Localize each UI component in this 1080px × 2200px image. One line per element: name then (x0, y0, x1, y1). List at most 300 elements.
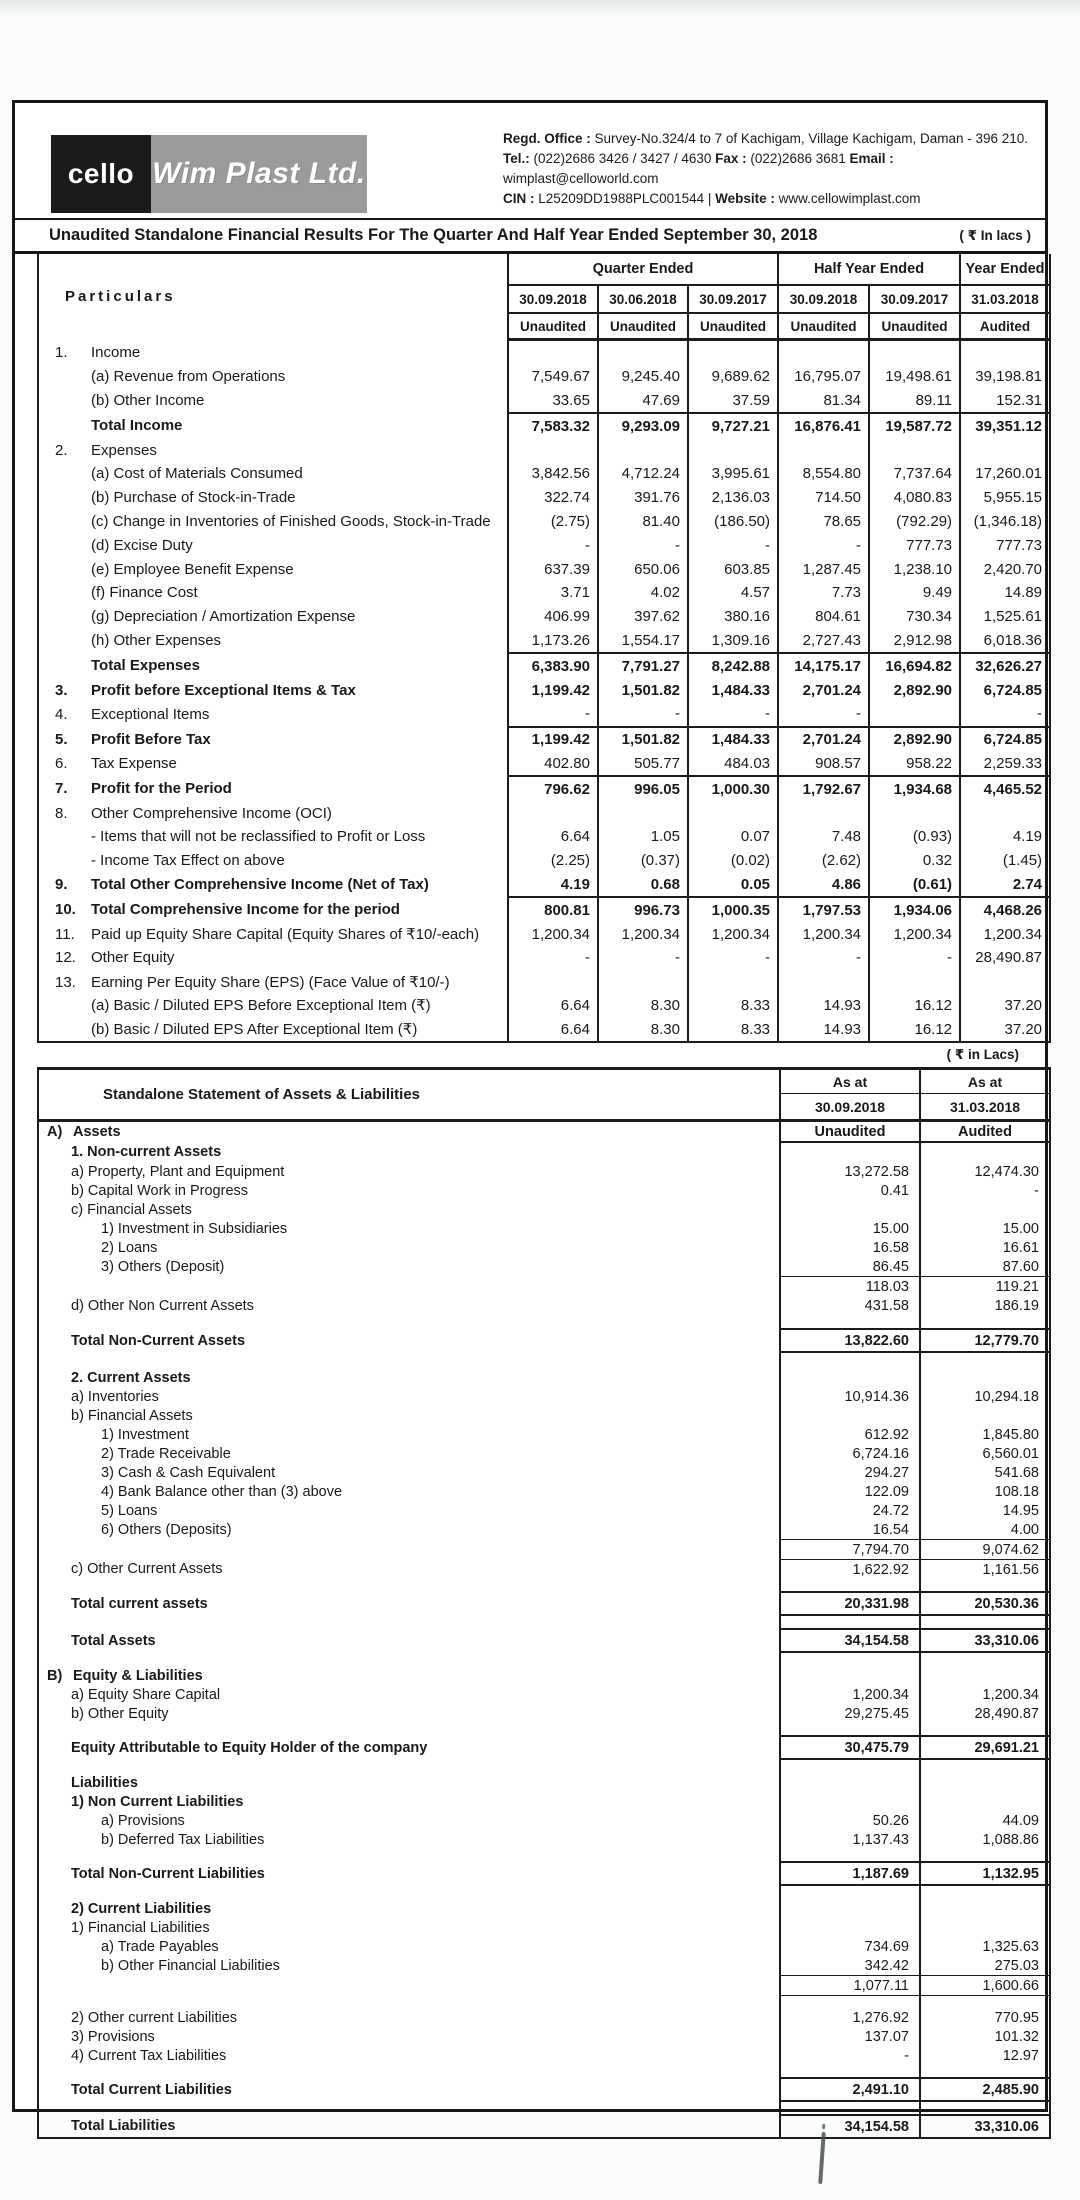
value-cell: 2,420.70 (960, 557, 1050, 581)
row-label: Total Non-Current Liabilities (71, 1865, 265, 1882)
value-cell (920, 1652, 1050, 1666)
value-cell: 33.65 (508, 389, 598, 414)
spacer-row (38, 1352, 1050, 1368)
value-cell: 8.30 (598, 1017, 688, 1042)
row-label (38, 1759, 780, 1773)
pen-mark-artifact (818, 2132, 826, 2184)
value-cell (869, 801, 960, 825)
row-label: Total Current Liabilities (71, 2081, 232, 2098)
company-logo (51, 135, 367, 213)
value-cell: 1,077.11 (780, 1976, 920, 1996)
value-cell: 397.62 (598, 605, 688, 629)
value-cell (688, 970, 778, 994)
date-col-1: 30.09.2018 (508, 285, 598, 313)
table-row (38, 486, 1050, 510)
value-cell: 37.20 (960, 994, 1050, 1018)
table-row (38, 1704, 1050, 1723)
row-label (38, 1652, 780, 1666)
value-cell: 16.58 (780, 1238, 920, 1257)
row-label: 2. Expenses (55, 441, 157, 459)
value-cell: 402.80 (508, 752, 598, 777)
row-label: 12. Other Equity (55, 949, 175, 967)
row-label (38, 1996, 780, 2009)
row-label (38, 2101, 780, 2115)
spacer-row (38, 1849, 1050, 1862)
table-row (38, 1444, 1050, 1463)
email-label: Email : (849, 151, 894, 166)
value-cell: 1,525.61 (960, 605, 1050, 629)
value-cell: 30,475.79 (780, 1736, 920, 1759)
row-label: 5) Loans (101, 1502, 158, 1519)
value-cell (920, 2065, 1050, 2078)
particulars-header: Particulars (65, 288, 176, 306)
value-cell: 2,727.43 (778, 629, 869, 654)
row-label: 2) Loans (101, 1239, 158, 1256)
value-cell: (2.62) (778, 849, 869, 873)
value-cell: 1,554.17 (598, 629, 688, 654)
address-line-3 (503, 189, 1043, 209)
value-cell: 33,310.06 (920, 1629, 1050, 1652)
value-cell: 10,914.36 (780, 1387, 920, 1406)
cin-text: L25209DD1988PLC001544 | (534, 191, 716, 206)
audit-col-4: Unaudited (778, 313, 869, 340)
value-cell: 12,474.30 (920, 1162, 1050, 1181)
value-cell: 12,779.70 (920, 1329, 1050, 1352)
table-row (38, 1238, 1050, 1257)
row-label: - Items that will not be reclassified to Profit or Loss (91, 828, 426, 846)
row-label: 4. Exceptional Items (55, 705, 210, 723)
value-cell: 2,892.90 (869, 727, 960, 752)
value-cell: 17,260.01 (960, 462, 1050, 486)
value-cell (780, 2065, 920, 2078)
brand-text: cello (67, 158, 135, 189)
value-cell: 119.21 (920, 1277, 1050, 1297)
results-table (37, 254, 1051, 1043)
table-row (38, 1425, 1050, 1444)
value-cell: 380.16 (688, 605, 778, 629)
table-row (38, 1406, 1050, 1425)
table-row (38, 2078, 1050, 2101)
row-label: Total Assets (71, 1632, 156, 1649)
value-cell: 14.93 (778, 1017, 869, 1042)
row-label: c) Financial Assets (71, 1201, 192, 1218)
email-text: wimplast@celloworld.com (503, 171, 659, 186)
value-cell (869, 438, 960, 462)
value-cell: 734.69 (780, 1937, 920, 1956)
value-cell: 6.64 (508, 825, 598, 849)
row-label: 1) Financial Liabilities (71, 1919, 210, 1936)
row-label: 1) Investment in Subsidiaries (101, 1220, 288, 1237)
value-cell: 996.73 (598, 897, 688, 922)
value-cell: 137.07 (780, 2027, 920, 2046)
value-cell: 603.85 (688, 557, 778, 581)
value-cell: 16.61 (920, 1238, 1050, 1257)
value-cell: 1,287.45 (778, 557, 869, 581)
value-cell: 2,892.90 (869, 678, 960, 702)
value-cell: 8,242.88 (688, 653, 778, 678)
table-row (38, 752, 1050, 777)
value-cell: 0.07 (688, 825, 778, 849)
value-cell: 730.34 (869, 605, 960, 629)
row-label: a) Trade Payables (101, 1938, 219, 1955)
value-cell: 37.59 (688, 389, 778, 414)
value-cell: 1,132.95 (920, 1862, 1050, 1885)
value-cell: 777.73 (960, 533, 1050, 557)
value-cell: 6,724.85 (960, 727, 1050, 752)
value-cell: 0.32 (869, 849, 960, 873)
value-cell (780, 1315, 920, 1329)
value-cell: 81.34 (778, 389, 869, 414)
table-row (38, 1976, 1050, 1996)
value-cell: 34,154.58 (780, 1629, 920, 1652)
value-cell: 1,238.10 (869, 557, 960, 581)
table-row (38, 1181, 1050, 1200)
row-label: 10. Total Comprehensive Income for the period (55, 901, 400, 919)
row-label: 5. Profit Before Tax (55, 730, 211, 748)
value-cell: 1,199.42 (508, 727, 598, 752)
value-cell: 8.33 (688, 994, 778, 1018)
row-label: Equity Attributable to Equity Holder of the company (71, 1739, 428, 1756)
tel-label: Tel.: (503, 151, 530, 166)
table-row (38, 994, 1050, 1018)
fax-text: (022)2686 3681 (746, 151, 850, 166)
year-ended-header: Year Ended (960, 254, 1050, 285)
value-cell: 4,080.83 (869, 486, 960, 510)
value-cell (508, 340, 598, 365)
table-row (38, 1162, 1050, 1181)
value-cell (920, 1759, 1050, 1773)
value-cell: 89.11 (869, 389, 960, 414)
value-cell: 9,689.62 (688, 365, 778, 389)
value-cell: 714.50 (778, 486, 869, 510)
value-cell: 14.89 (960, 581, 1050, 605)
value-cell: 322.74 (508, 486, 598, 510)
value-cell: 958.22 (869, 752, 960, 777)
tel-text: (022)2686 3426 / 3427 / 4630 (529, 151, 716, 166)
table-row (38, 1773, 1050, 1792)
value-cell: 39,351.12 (960, 413, 1050, 438)
value-cell: 650.06 (598, 557, 688, 581)
date-col-5: 30.09.2017 (869, 285, 960, 313)
value-cell: 637.39 (508, 557, 598, 581)
row-label: 3) Others (Deposit) (101, 1258, 225, 1275)
row-label: b) Other Equity (71, 1705, 169, 1722)
table-row (38, 946, 1050, 970)
table-row (38, 462, 1050, 486)
table-row (38, 581, 1050, 605)
value-cell: 20,530.36 (920, 1592, 1050, 1615)
spacer-row (38, 1996, 1050, 2009)
table-row (38, 1520, 1050, 1540)
value-cell: 6.64 (508, 994, 598, 1018)
table-row (38, 533, 1050, 557)
row-label: 2. Current Assets (71, 1369, 191, 1386)
value-cell (920, 1406, 1050, 1425)
value-cell: 1,137.43 (780, 1830, 920, 1849)
value-cell: (0.93) (869, 825, 960, 849)
row-label: A) Assets (47, 1124, 121, 1141)
value-cell: 29,691.21 (920, 1736, 1050, 1759)
value-cell: (0.02) (688, 849, 778, 873)
table-row (38, 557, 1050, 581)
value-cell: 1,161.56 (920, 1560, 1050, 1580)
value-cell (598, 340, 688, 365)
value-cell: 6,560.01 (920, 1444, 1050, 1463)
spacer-row (38, 2065, 1050, 2078)
row-label: 3) Provisions (71, 2028, 155, 2045)
assets-header-asat (38, 1069, 1050, 1094)
spacer-row (38, 1615, 1050, 1629)
value-cell: 16,795.07 (778, 365, 869, 389)
half-year-ended-header: Half Year Ended (778, 254, 960, 285)
value-cell: 7,791.27 (598, 653, 688, 678)
spacer-row (38, 1579, 1050, 1592)
value-cell: 2,701.24 (778, 678, 869, 702)
table-row (38, 849, 1050, 873)
address-line-1 (503, 129, 1043, 149)
value-cell: - (508, 533, 598, 557)
value-cell (780, 1352, 920, 1368)
row-label: (f) Finance Cost (91, 584, 198, 602)
table-row (38, 1329, 1050, 1352)
value-cell (920, 1615, 1050, 1629)
value-cell: 1,276.92 (780, 2008, 920, 2027)
value-cell (920, 1918, 1050, 1937)
value-cell: 541.68 (920, 1463, 1050, 1482)
value-cell: - (780, 2046, 920, 2065)
value-cell: 1,200.34 (780, 1685, 920, 1704)
table-row (38, 1142, 1050, 1162)
value-cell: 9,727.21 (688, 413, 778, 438)
value-cell: - (598, 946, 688, 970)
value-cell: 86.45 (780, 1257, 920, 1277)
row-label (38, 1315, 780, 1329)
value-cell: 108.18 (920, 1482, 1050, 1501)
value-cell: 1,934.06 (869, 897, 960, 922)
value-cell (688, 438, 778, 462)
value-cell: 7.48 (778, 825, 869, 849)
value-cell: 1,484.33 (688, 678, 778, 702)
value-cell: - (598, 702, 688, 727)
value-cell (920, 1996, 1050, 2009)
row-label: Total Liabilities (71, 2118, 176, 2135)
value-cell: 13,272.58 (780, 1162, 920, 1181)
value-cell: (0.37) (598, 849, 688, 873)
value-cell (780, 2101, 920, 2115)
value-cell (920, 1792, 1050, 1811)
value-cell: 1,484.33 (688, 727, 778, 752)
value-cell (780, 1723, 920, 1736)
table-row (38, 1219, 1050, 1238)
value-cell (780, 1142, 920, 1162)
row-label: (b) Purchase of Stock-in-Trade (91, 489, 296, 507)
table-row (38, 1792, 1050, 1811)
table-row (38, 1560, 1050, 1580)
table-row (38, 1387, 1050, 1406)
row-label: (g) Depreciation / Amortization Expense (91, 608, 356, 626)
row-label: B) Equity & Liabilities (47, 1667, 203, 1684)
value-cell: 908.57 (778, 752, 869, 777)
value-cell: 16.12 (869, 1017, 960, 1042)
spacer-row (38, 1885, 1050, 1899)
value-cell: 391.76 (598, 486, 688, 510)
value-cell: 4.57 (688, 581, 778, 605)
table-row (38, 1368, 1050, 1387)
table-row (38, 2046, 1050, 2065)
value-cell: 14.93 (778, 994, 869, 1018)
row-label: a) Property, Plant and Equipment (71, 1163, 285, 1180)
value-cell (780, 1406, 920, 1425)
value-cell (778, 438, 869, 462)
row-label: 11. Paid up Equity Share Capital (Equity Shares of ₹10/-each) (55, 926, 480, 944)
value-cell: 9,293.09 (598, 413, 688, 438)
value-cell: 101.32 (920, 2027, 1050, 2046)
value-cell (920, 1666, 1050, 1685)
value-cell: 32,626.27 (960, 653, 1050, 678)
value-cell: 12.97 (920, 2046, 1050, 2065)
assets-table-body (38, 1121, 1050, 2139)
row-label: b) Other Financial Liabilities (101, 1957, 280, 1974)
value-cell: 2,136.03 (688, 486, 778, 510)
table-row (38, 1830, 1050, 1849)
value-cell: 44.09 (920, 1811, 1050, 1830)
value-cell (780, 1200, 920, 1219)
value-cell: 3,842.56 (508, 462, 598, 486)
value-cell: 122.09 (780, 1482, 920, 1501)
row-label: 7. Profit for the Period (55, 780, 232, 798)
value-cell: 7,583.32 (508, 413, 598, 438)
row-label: 6. Tax Expense (55, 755, 177, 773)
value-cell (920, 1315, 1050, 1329)
value-cell: 4.02 (598, 581, 688, 605)
value-cell: 0.05 (688, 873, 778, 898)
row-label: 13. Earning Per Equity Share (EPS) (Face Value of ₹10/-) (55, 973, 450, 991)
value-cell: 20,331.98 (780, 1592, 920, 1615)
value-cell: 13,822.60 (780, 1329, 920, 1352)
value-cell (920, 1849, 1050, 1862)
address-block (503, 129, 1043, 209)
value-cell: - (778, 946, 869, 970)
value-cell: 484.03 (688, 752, 778, 777)
value-cell: 1.05 (598, 825, 688, 849)
title-bar (15, 220, 1045, 254)
currency-note-top: ( ₹ In lacs ) (959, 227, 1031, 243)
value-cell: 4,712.24 (598, 462, 688, 486)
row-label: (c) Change in Inventories of Finished Goods, Stock-in-Trade (91, 512, 491, 530)
row-label: 1. Non-current Assets (71, 1144, 222, 1161)
value-cell: 342.42 (780, 1956, 920, 1976)
row-label: 1. Income (55, 343, 141, 361)
date-col-3: 30.09.2017 (688, 285, 778, 313)
value-cell (780, 1652, 920, 1666)
value-cell: 16,694.82 (869, 653, 960, 678)
row-label: a) Inventories (71, 1388, 159, 1405)
value-cell: 9,245.40 (598, 365, 688, 389)
assets-table (37, 1067, 1051, 2139)
value-cell: 39,198.81 (960, 365, 1050, 389)
regd-office-text: Survey-No.324/4 to 7 of Kachigam, Village Kachigam, Daman - 396 210. (590, 131, 1029, 146)
value-cell (688, 340, 778, 365)
row-label: (d) Excise Duty (91, 536, 193, 554)
value-cell: 6,018.36 (960, 629, 1050, 654)
value-cell (920, 1352, 1050, 1368)
value-cell: 2.74 (960, 873, 1050, 898)
value-cell: 2,485.90 (920, 2078, 1050, 2101)
value-cell: (1.45) (960, 849, 1050, 873)
value-cell: 29,275.45 (780, 1704, 920, 1723)
value-cell (960, 438, 1050, 462)
value-cell: 406.99 (508, 605, 598, 629)
value-cell: 4.19 (508, 873, 598, 898)
row-label: 4) Current Tax Liabilities (71, 2047, 227, 2064)
row-label (38, 1723, 780, 1736)
value-cell: 24.72 (780, 1501, 920, 1520)
value-cell: 78.65 (778, 510, 869, 534)
value-cell: 7.73 (778, 581, 869, 605)
row-label: 2) Current Liabilities (71, 1900, 212, 1917)
value-cell: 0.68 (598, 873, 688, 898)
value-cell: 1,199.42 (508, 678, 598, 702)
table-row (38, 389, 1050, 414)
row-label: Total Income (91, 417, 183, 435)
value-cell (920, 1723, 1050, 1736)
results-table-body (38, 340, 1050, 1043)
value-cell (508, 970, 598, 994)
value-cell (920, 1368, 1050, 1387)
value-cell: 1,845.80 (920, 1425, 1050, 1444)
table-row (38, 1296, 1050, 1315)
value-cell: 4,465.52 (960, 776, 1050, 801)
value-cell: 1,200.34 (598, 922, 688, 946)
value-cell: 1,200.34 (920, 1685, 1050, 1704)
value-cell: 2,491.10 (780, 2078, 920, 2101)
spacer-row (38, 1652, 1050, 1666)
value-cell: 6,383.90 (508, 653, 598, 678)
row-label: 1) Investment (101, 1426, 189, 1443)
value-cell: 796.62 (508, 776, 598, 801)
table-row (38, 1956, 1050, 1976)
table-row (38, 1257, 1050, 1277)
table-row (38, 413, 1050, 438)
table-row (38, 1918, 1050, 1937)
spacer-row (38, 2101, 1050, 2115)
value-cell (920, 2101, 1050, 2115)
audit-col-2: Unaudited (598, 313, 688, 340)
value-cell (778, 970, 869, 994)
value-cell: 294.27 (780, 1463, 920, 1482)
value-cell (869, 340, 960, 365)
audit-col-3: Unaudited (688, 313, 778, 340)
value-cell (780, 1666, 920, 1685)
value-cell (780, 1773, 920, 1792)
value-cell: 1,187.69 (780, 1862, 920, 1885)
value-cell: 15.00 (780, 1219, 920, 1238)
value-cell (780, 1885, 920, 1899)
value-cell (598, 970, 688, 994)
results-header-groups (38, 254, 1050, 285)
value-cell (920, 1773, 1050, 1792)
value-cell: 8.33 (688, 1017, 778, 1042)
company-name-box (151, 135, 367, 213)
document-frame (12, 100, 1048, 2135)
value-cell: - (688, 702, 778, 727)
row-label: Total Non-Current Assets (71, 1332, 246, 1349)
row-label: (b) Other Income (91, 392, 205, 410)
value-cell (920, 1200, 1050, 1219)
value-cell: 8.30 (598, 994, 688, 1018)
value-cell: 5,955.15 (960, 486, 1050, 510)
value-cell: 2,912.98 (869, 629, 960, 654)
